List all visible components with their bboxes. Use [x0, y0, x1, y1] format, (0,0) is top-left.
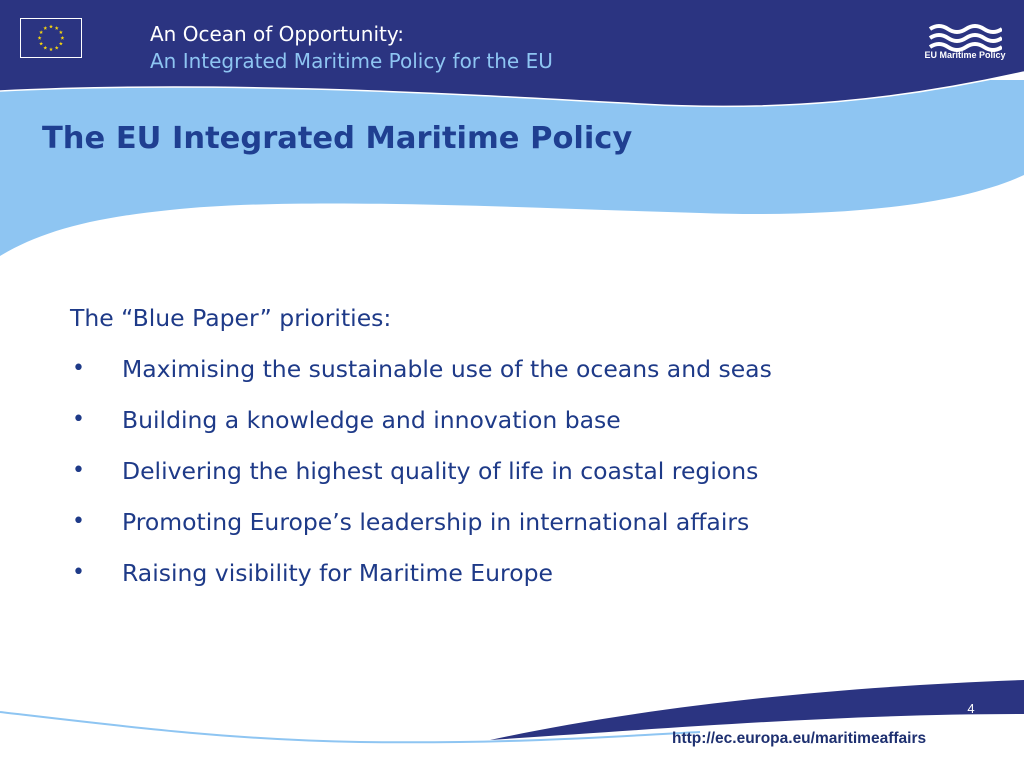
bullet-icon: •	[72, 356, 85, 381]
bullet-text: Building a knowledge and innovation base	[122, 406, 621, 434]
presentation-title: An Ocean of Opportunity:	[150, 22, 404, 46]
bullet-icon: •	[72, 407, 85, 432]
bullet-text: Raising visibility for Maritime Europe	[122, 559, 553, 587]
bullet-icon: •	[72, 509, 85, 534]
eu-flag-icon	[20, 18, 82, 58]
bullet-icon: •	[72, 458, 85, 483]
page-number: 4	[967, 701, 975, 716]
logo-label: EU Maritime Policy	[924, 50, 1006, 60]
bullet-text: Delivering the highest quality of life in coastal regions	[122, 457, 759, 485]
light-blue-wave	[0, 80, 1024, 256]
priorities-intro: The “Blue Paper” priorities:	[70, 304, 392, 332]
bullet-icon: •	[72, 560, 85, 585]
bullet-text: Maximising the sustainable use of the oceans and seas	[122, 355, 772, 383]
bullet-text: Promoting Europe’s leadership in international affairs	[122, 508, 750, 536]
slide-title: The EU Integrated Maritime Policy	[42, 121, 633, 156]
footer-url-link[interactable]: http://ec.europa.eu/maritimeaffairs	[672, 730, 927, 747]
presentation-subtitle: An Integrated Maritime Policy for the EU	[150, 49, 553, 73]
